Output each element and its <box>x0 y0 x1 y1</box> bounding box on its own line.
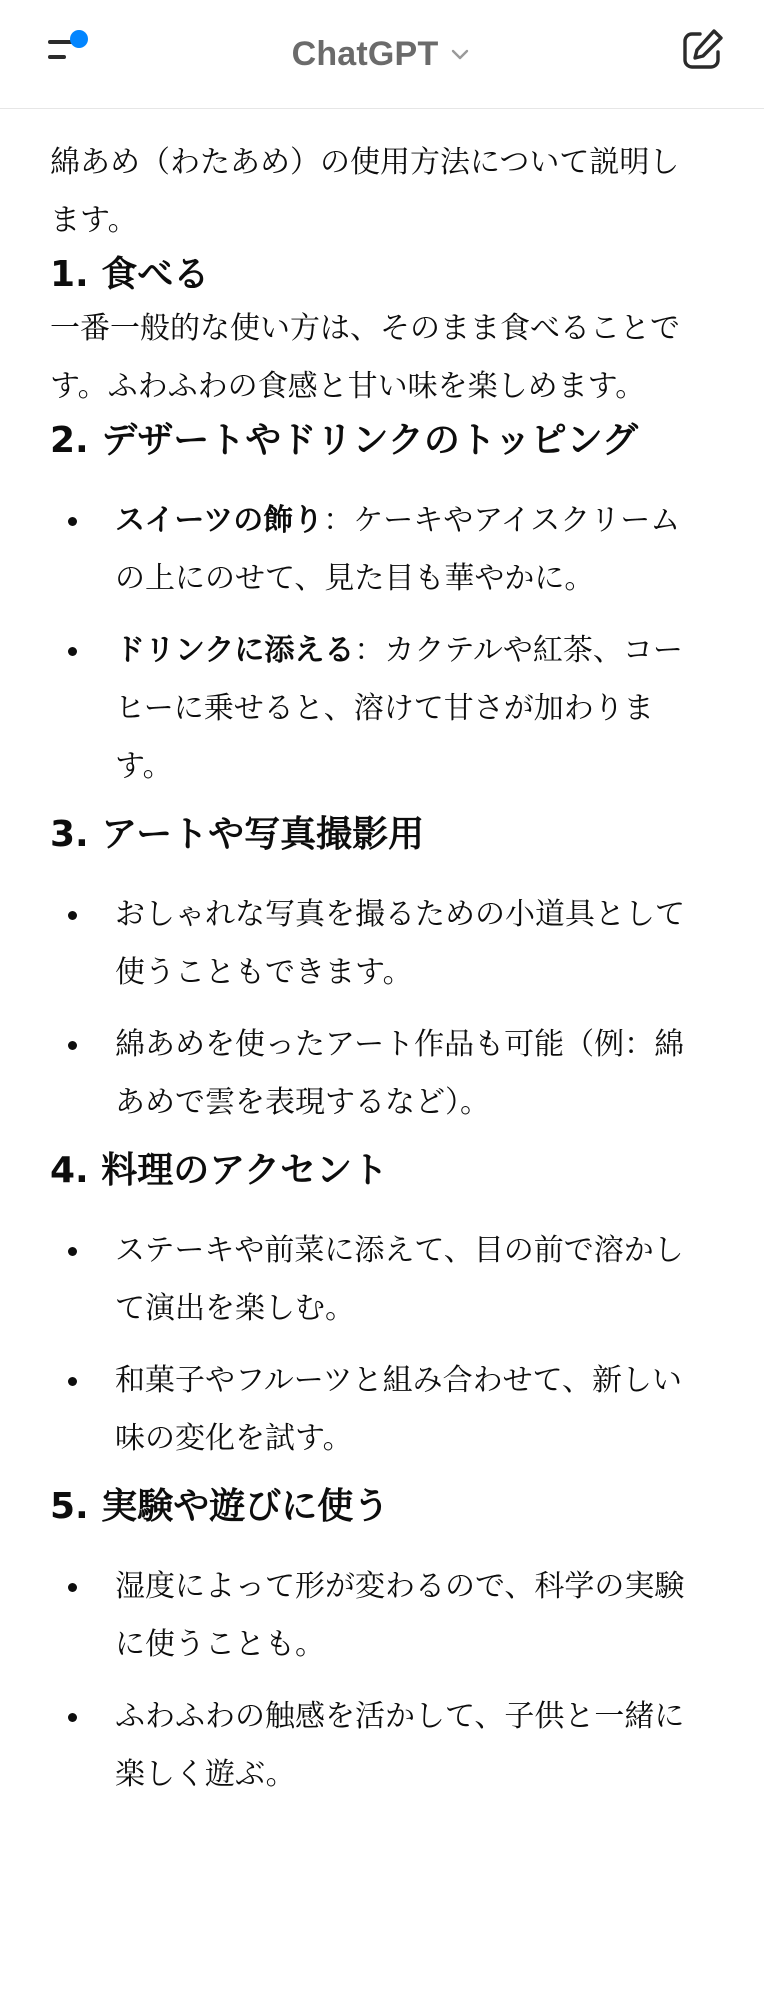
section-heading: 3. アートや写真撮影用 <box>50 814 425 855</box>
bullet-dot <box>68 911 77 920</box>
list-item <box>50 492 700 608</box>
bullet-list <box>50 492 700 796</box>
list-item <box>50 1352 700 1468</box>
list-item-bold: スイーツの飾り <box>115 503 324 538</box>
bullet-dot <box>68 517 77 526</box>
notification-dot <box>70 30 88 48</box>
title-area <box>0 0 764 108</box>
bullet-dot <box>68 1041 77 1050</box>
assistant-message <box>50 108 700 1818</box>
section-heading: 1. 食べる <box>50 254 210 295</box>
model-selector[interactable] <box>292 35 473 74</box>
bullet-list <box>50 886 700 1132</box>
list-item-text: ：ケーキやアイスクリームの上にのせて、見た目も華やかに。 <box>115 503 681 596</box>
list-item-text: ：カクテルや紅茶、コーヒーに乗せると、溶けて甘さが加わります。 <box>115 633 683 784</box>
chevron-down-icon <box>448 42 472 66</box>
menu-icon-line <box>48 55 66 59</box>
bullet-dot <box>68 647 77 656</box>
bullet-dot <box>68 1247 77 1256</box>
new-chat-edit-icon <box>676 24 728 76</box>
list-item <box>50 886 700 1002</box>
list-item <box>50 622 700 796</box>
list-item-text: 湿度によって形が変わるので、科学の実験に使うことも。 <box>115 1569 685 1662</box>
list-item <box>50 1016 700 1132</box>
bullet-list <box>50 1222 700 1468</box>
section-paragraph: 一番一般的な使い方は、そのまま食べることです。ふわふわの食感と甘い味を楽しめます。 <box>50 311 680 404</box>
list-item-bold: ドリンクに添える <box>115 633 355 668</box>
section-heading: 2. デザートやドリンクのトッピング <box>50 420 639 461</box>
intro-text: 綿あめ（わたあめ）の使用方法について説明します。 <box>50 145 680 238</box>
list-item-text: 綿あめを使ったアート作品も可能（例：綿あめで雲を表現するなど）。 <box>115 1027 685 1120</box>
list-item <box>50 1558 700 1674</box>
new-chat-button[interactable] <box>676 24 728 76</box>
bullet-dot <box>68 1377 77 1386</box>
list-item-text: ステーキや前菜に添えて、目の前で溶かして演出を楽しむ。 <box>115 1233 684 1326</box>
list-item <box>50 1222 700 1338</box>
menu-button[interactable] <box>40 24 100 80</box>
bullet-list <box>50 1558 700 1804</box>
list-item-text: おしゃれな写真を撮るための小道具として使うこともできます。 <box>115 897 685 990</box>
bullet-dot <box>68 1713 77 1722</box>
list-item <box>50 1688 700 1804</box>
list-item-text: ふわふわの触感を活かして、子供と一緒に楽しく遊ぶ。 <box>115 1699 685 1792</box>
section-heading: 5. 実験や遊びに使う <box>50 1486 390 1527</box>
app-title: ChatGPT <box>291 34 439 73</box>
top-bar <box>0 0 764 109</box>
bullet-dot <box>68 1583 77 1592</box>
list-item-text: 和菓子やフルーツと組み合わせて、新しい味の変化を試す。 <box>115 1363 682 1456</box>
section-heading: 4. 料理のアクセント <box>50 1150 389 1191</box>
